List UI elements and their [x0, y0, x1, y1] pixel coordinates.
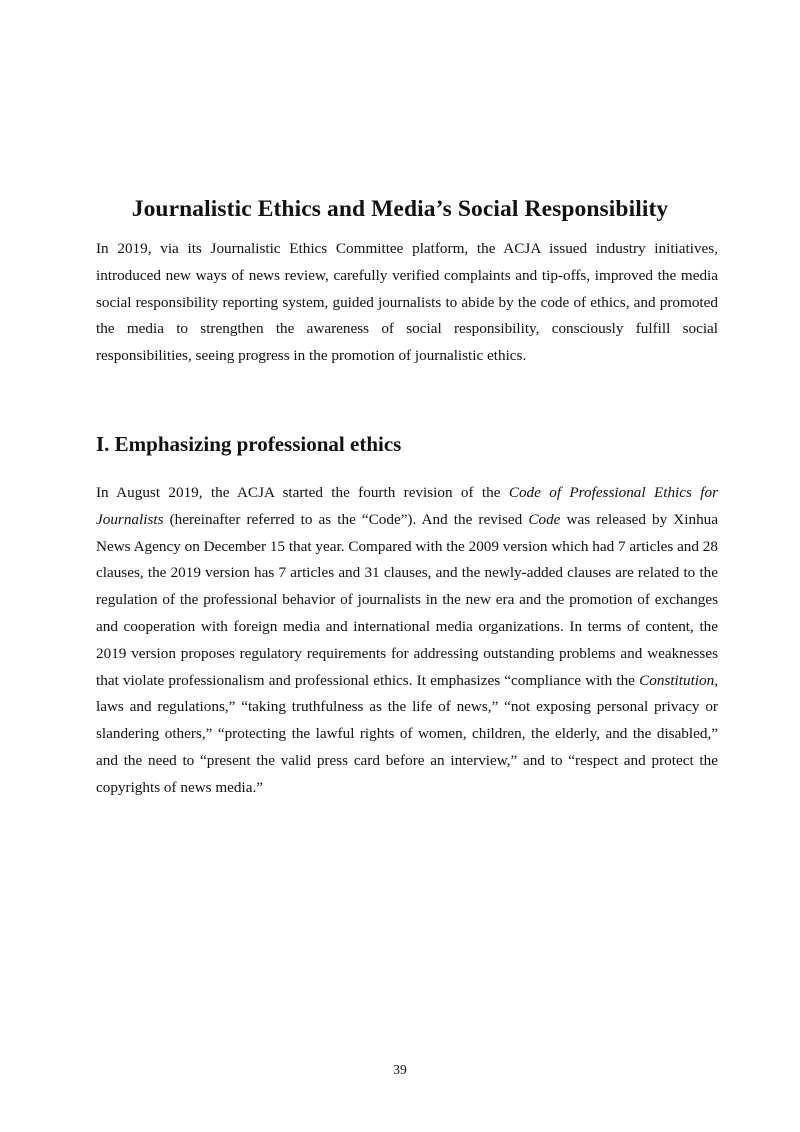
page-title: Journalistic Ethics and Media’s Social Responsibility: [131, 196, 669, 222]
body-text-part-1: In August 2019, the ACJA started the fourth revision of the: [96, 484, 509, 501]
page-number: 39: [393, 1062, 407, 1077]
body-text-part-2: (hereinafter referred to as the “Code”). And the revised: [163, 510, 529, 528]
section-heading: I. Emphasizing professional ethics: [96, 432, 402, 456]
body-text-part-4: , laws and regulations,” “taking truthfulness as the life of news,” “not exposing personal privacy or slandering others,” “protecting the lawful rights of women, children, the elderly, and the disabled,” and the need to “present the valid press card before an interview,” and to “respect and protect the copyrights of news media.”: [96, 671, 718, 796]
code-short-italic: Code: [528, 510, 561, 528]
intro-paragraph: In 2019, via its Journalistic Ethics Committee platform, the ACJA issued industry initiatives, introduced new ways of news review, carefully verified complaints and tip-offs, improved the media social responsibility reporting system, guided journalists to abide by the code of ethics, and promoted the media to strengthen the awareness of social responsibility, consciously fulfill social responsibilities, seeing progress in the promotion of journalistic ethics.: [96, 240, 718, 365]
body-paragraph: [96, 480, 718, 802]
body-text-part-3: was released by Xinhua News Agency on December 15 that year. Compared with the 2009 version which had 7 articles and 28 clauses, the 2019 version has 7 articles and 31 clauses, and the newly-added clauses are related to the regulation of the professional behavior of journalists in the new era and the promotion of exchanges and cooperation with foreign media and international media organizations. In terms of content, the 2019 version proposes regulatory requirements for addressing outstanding problems and weaknesses that violate professionalism and professional ethics. It emphasizes “compliance with the: [96, 510, 718, 689]
constitution-italic: Constitution: [639, 671, 715, 689]
code-title-italic: Code of Professional Ethics for Journalists: [96, 484, 718, 528]
